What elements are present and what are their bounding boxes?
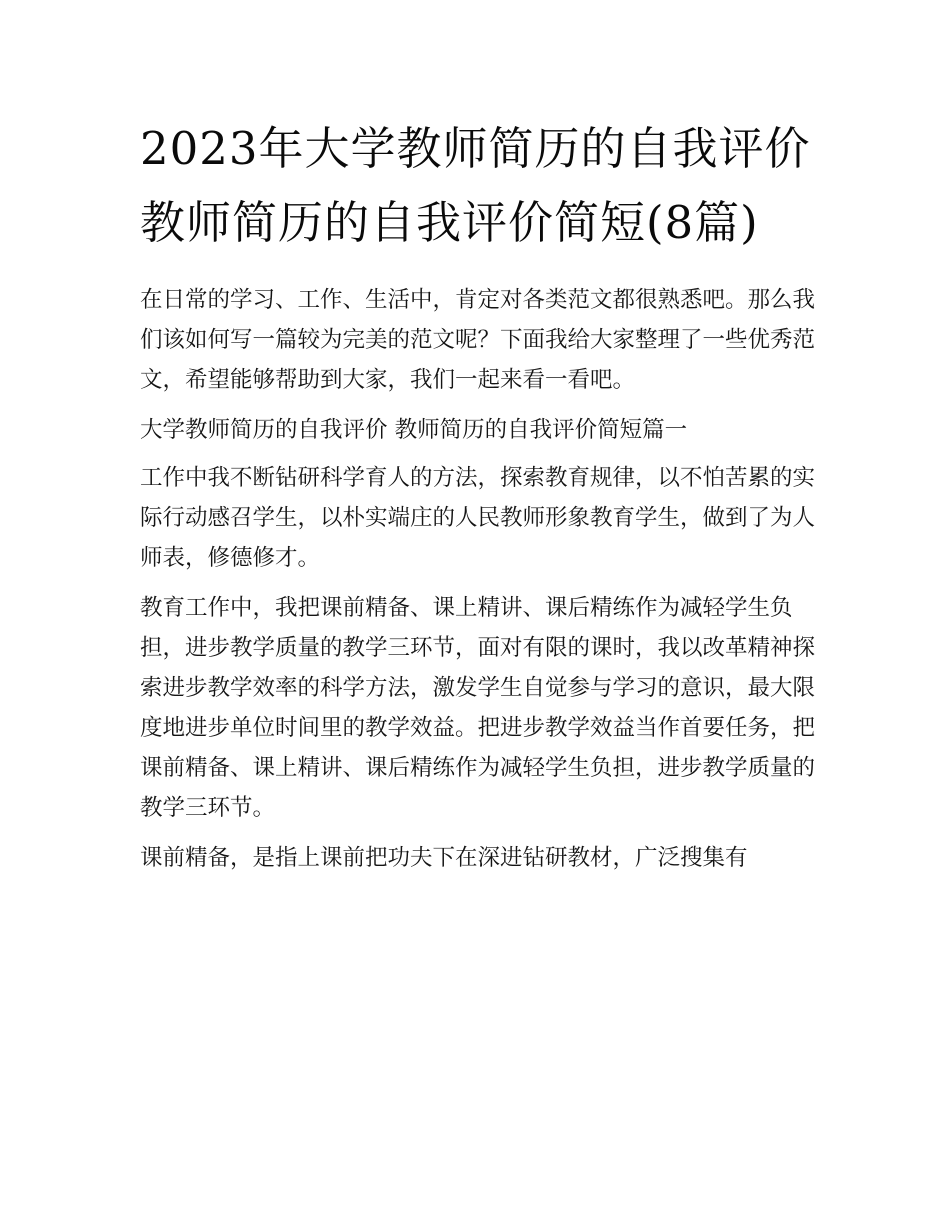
intro-paragraph: 在日常的学习、工作、生活中，肯定对各类范文都很熟悉吧。那么我们该如何写一篇较为完美的范文呢？下面我给大家整理了一些优秀范文，希望能够帮助到大家，我们一起来看一看吧。 <box>140 287 816 393</box>
document-title: 2023年大学教师简历的自我评价 教师简历的自我评价简短(8篇) <box>140 122 811 249</box>
document-body <box>140 112 820 888</box>
section-heading: 大学教师简历的自我评价 教师简历的自我评价简短篇一 <box>140 417 688 443</box>
body-paragraph: 课前精备，是指上课前把功夫下在深进钻研教材，广泛搜集有 <box>140 845 748 871</box>
body-paragraph: 教育工作中，我把课前精备、课上精讲、课后精练作为减轻学生负担，进步教学质量的教学三环节，面对有限的课时，我以改革精神探索进步教学效率的科学方法，激发学生自觉参与学习的意识，最大限度地进步单位时间里的教学效益。把进步教学效益当作首要任务，把课前精备、课上精讲、课后精练作为减轻学生负担，进步教学质量的教学三环节。 <box>140 595 816 821</box>
body-paragraph: 工作中我不断钻研科学育人的方法，探索教育规律，以不怕苦累的实际行动感召学生，以朴实端庄的人民教师形象教育学生，做到了为人师表，修德修才。 <box>140 465 816 571</box>
